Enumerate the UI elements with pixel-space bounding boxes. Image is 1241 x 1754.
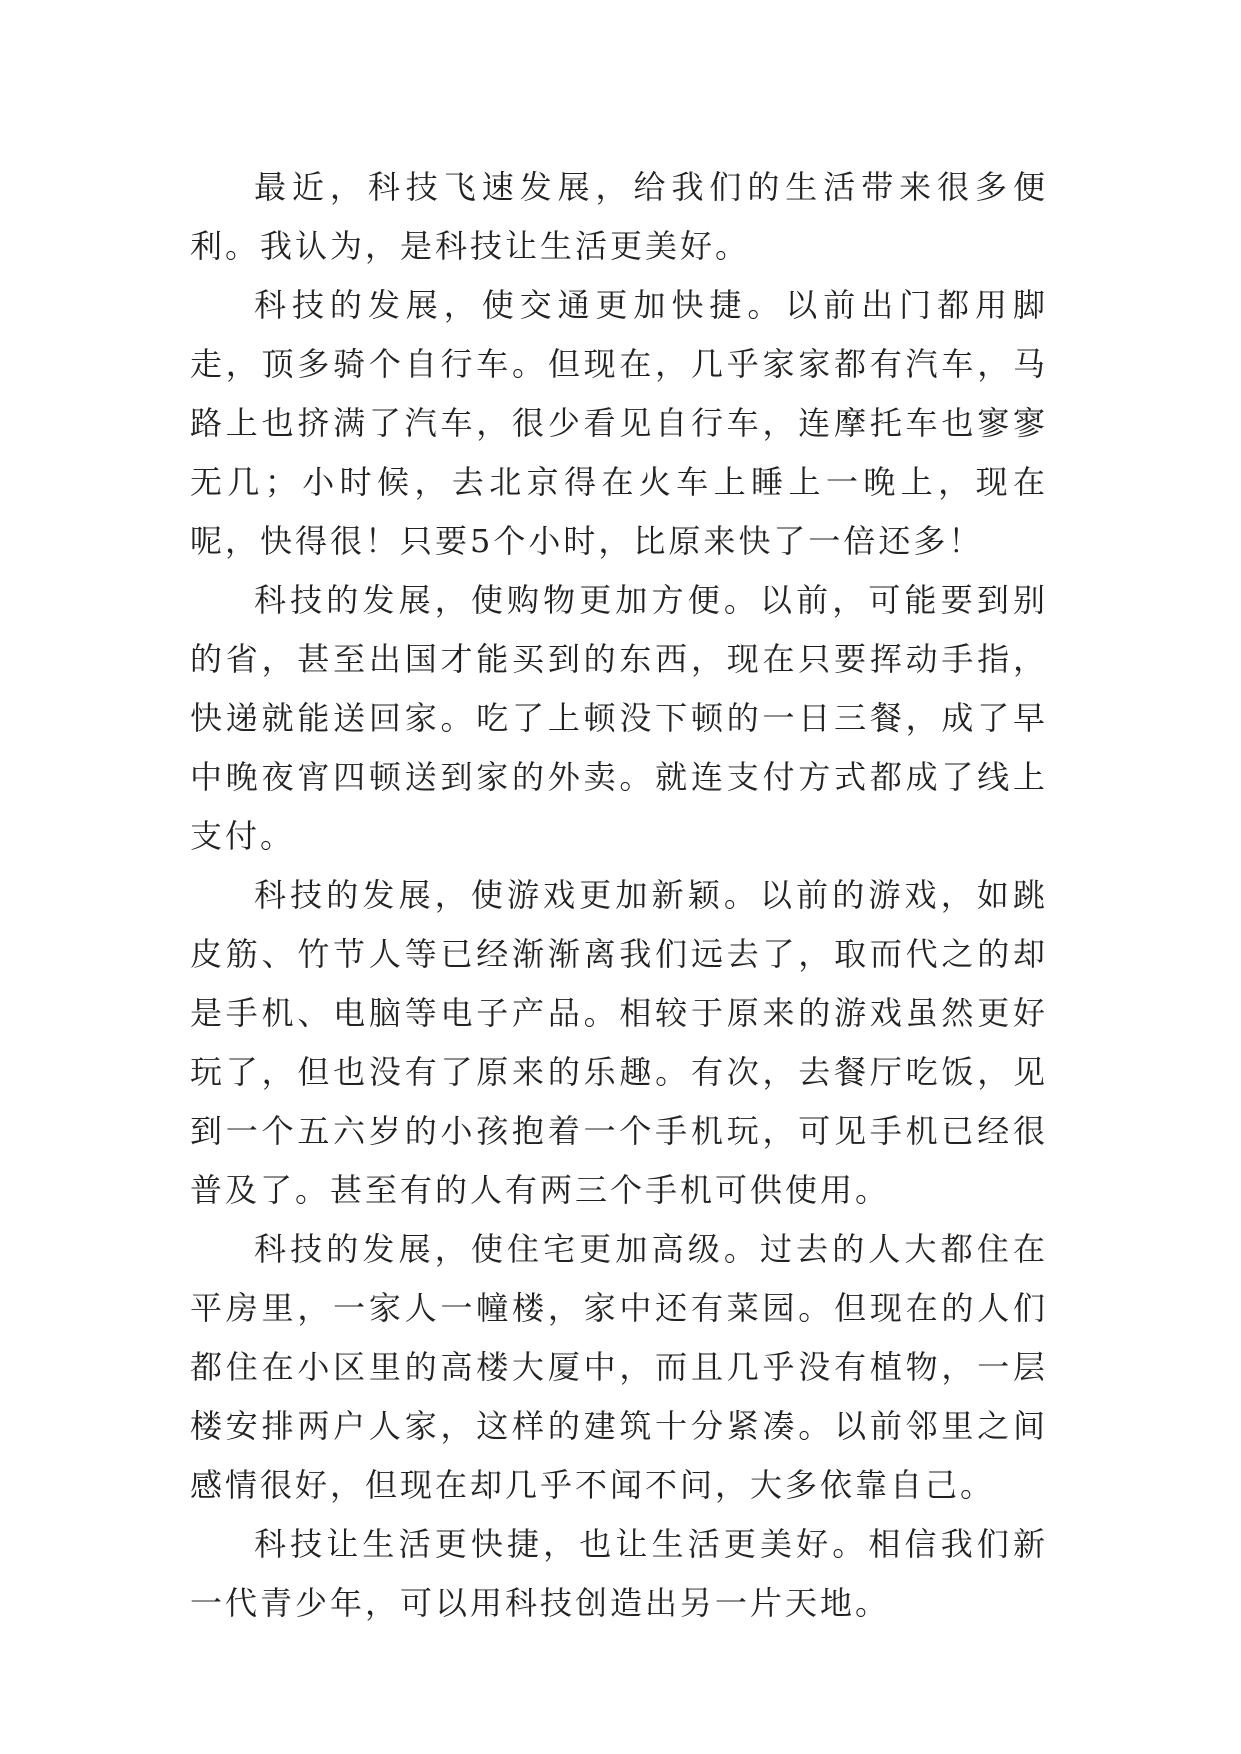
paragraph-shopping: 科技的发展，使购物更加方便。以前，可能要到别的省，甚至出国才能买到的东西，现在只要挥动手指，快递就能送回家。吃了上顿没下顿的一日三餐，成了早中晚夜宵四顿送到家的外卖。就连支付方式都成了线上支付。 [190, 581, 1048, 855]
paragraph-transportation: 科技的发展，使交通更加快捷。以前出门都用脚走，顶多骑个自行车。但现在，几乎家家都有汽车，马路上也挤满了汽车，很少看见自行车，连摩托车也寥寥无几；小时候，去北京得在火车上睡上一晚上，现在呢，快得很！只要5个小时，比原来快了一倍还多！ [190, 286, 1048, 560]
paragraph-games: 科技的发展，使游戏更加新颖。以前的游戏，如跳皮筋、竹节人等已经渐渐离我们远去了，取而代之的却是手机、电脑等电子产品。相较于原来的游戏虽然更好玩了，但也没有了原来的乐趣。有次，去餐厅吃饭，见到一个五六岁的小孩抱着一个手机玩，可见手机已经很普及了。甚至有的人有两三个手机可供使用。 [190, 876, 1048, 1209]
paragraph-intro: 最近，科技飞速发展，给我们的生活带来很多便利。我认为，是科技让生活更美好。 [190, 168, 1048, 265]
paragraph-conclusion: 科技让生活更快捷，也让生活更美好。相信我们新一代青少年，可以用科技创造出另一片天地。 [190, 1525, 1048, 1622]
paragraph-housing: 科技的发展，使住宅更加高级。过去的人大都住在平房里，一家人一幢楼，家中还有菜园。但现在的人们都住在小区里的高楼大厦中，而且几乎没有植物，一层楼安排两户人家，这样的建筑十分紧凑。以前邻里之间感情很好，但现在却几乎不闻不问，大多依靠自己。 [190, 1230, 1048, 1504]
essay-body [190, 158, 1048, 1633]
